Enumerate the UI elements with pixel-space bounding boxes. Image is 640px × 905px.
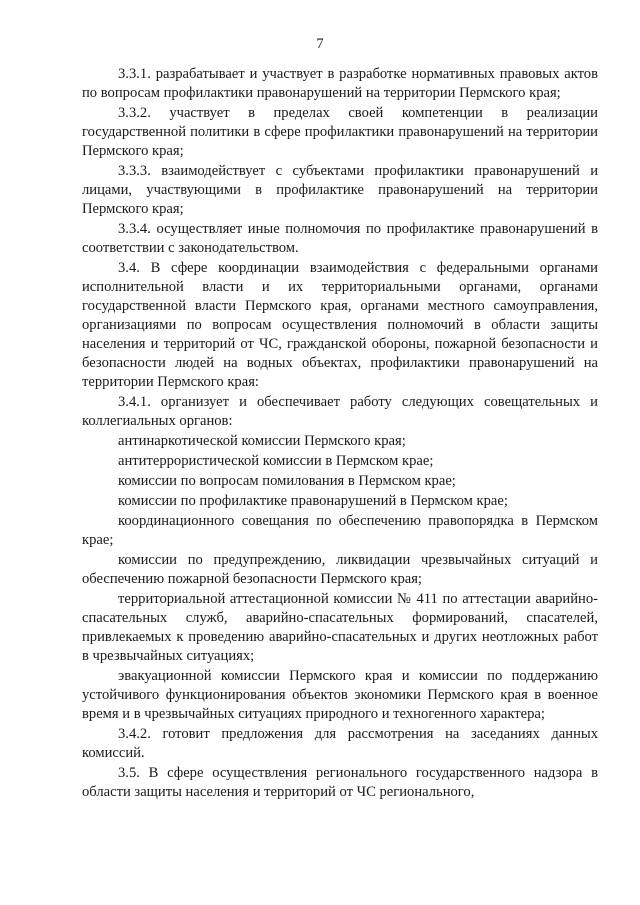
list-item: комиссии по вопросам помилования в Пермском крае; bbox=[118, 473, 456, 489]
paragraph-3-3-3: 3.3.3. взаимодействует с субъектами профилактики правонарушений и лицами, участвующими в профилактике правонарушений на территории Пермского края; bbox=[82, 163, 598, 217]
document-body bbox=[82, 64, 598, 802]
list-item: координационного совещания по обеспечению правопорядка в Пермском крае; bbox=[82, 513, 598, 548]
page-number: 7 bbox=[316, 36, 324, 52]
paragraph-3-5: 3.5. В сфере осуществления регионального государственного надзора в области защиты населения и территорий от ЧС регионального, bbox=[82, 765, 598, 800]
paragraph-3-4-2: 3.4.2. готовит предложения для рассмотрения на заседаниях данных комиссий. bbox=[82, 726, 598, 761]
paragraph-3-3-4: 3.3.4. осуществляет иные полномочия по профилактике правонарушений в соответствии с законодательством. bbox=[82, 221, 598, 256]
paragraph-3-4: 3.4. В сфере координации взаимодействия с федеральными органами исполнительной власти и их территориальными органами, органами государственной власти Пермского края, органами местного самоуправления, организациями по вопросам осуществления полномочий в области защиты населения и территорий от ЧС, гражданской обороны, пожарной безопасности и безопасности людей на водных объектах, профилактики правонарушений на территории Пермского края: bbox=[82, 260, 598, 390]
list-item: территориальной аттестационной комиссии № 411 по аттестации аварийно-спасательных служб, аварийно-спасательных формирований, спасателей, привлекаемых к проведению аварийно-спасательных и других неотложных работ в чрезвычайных ситуациях; bbox=[82, 591, 598, 664]
list-item: эвакуационной комиссии Пермского края и комиссии по поддержанию устойчивого функционирования объектов экономики Пермского края в военное время и в чрезвычайных ситуациях природного и техногенного характера; bbox=[82, 668, 598, 722]
list-item: комиссии по профилактике правонарушений в Пермском крае; bbox=[118, 493, 508, 509]
paragraph-3-4-1: 3.4.1. организует и обеспечивает работу следующих совещательных и коллегиальных органов: bbox=[82, 394, 598, 429]
list-item: антинаркотической комиссии Пермского края; bbox=[118, 433, 406, 449]
paragraph-3-3-2: 3.3.2. участвует в пределах своей компетенции в реализации государственной политики в сфере профилактики правонарушений на территории Пермского края; bbox=[82, 105, 598, 159]
paragraph-3-3-1: 3.3.1. разрабатывает и участвует в разработке нормативных правовых актов по вопросам профилактики правонарушений на территории Пермского края; bbox=[82, 66, 598, 101]
list-item: антитеррористической комиссии в Пермском крае; bbox=[118, 453, 434, 469]
list-item: комиссии по предупреждению, ликвидации чрезвычайных ситуаций и обеспечению пожарной безопасности Пермского края; bbox=[82, 552, 598, 587]
